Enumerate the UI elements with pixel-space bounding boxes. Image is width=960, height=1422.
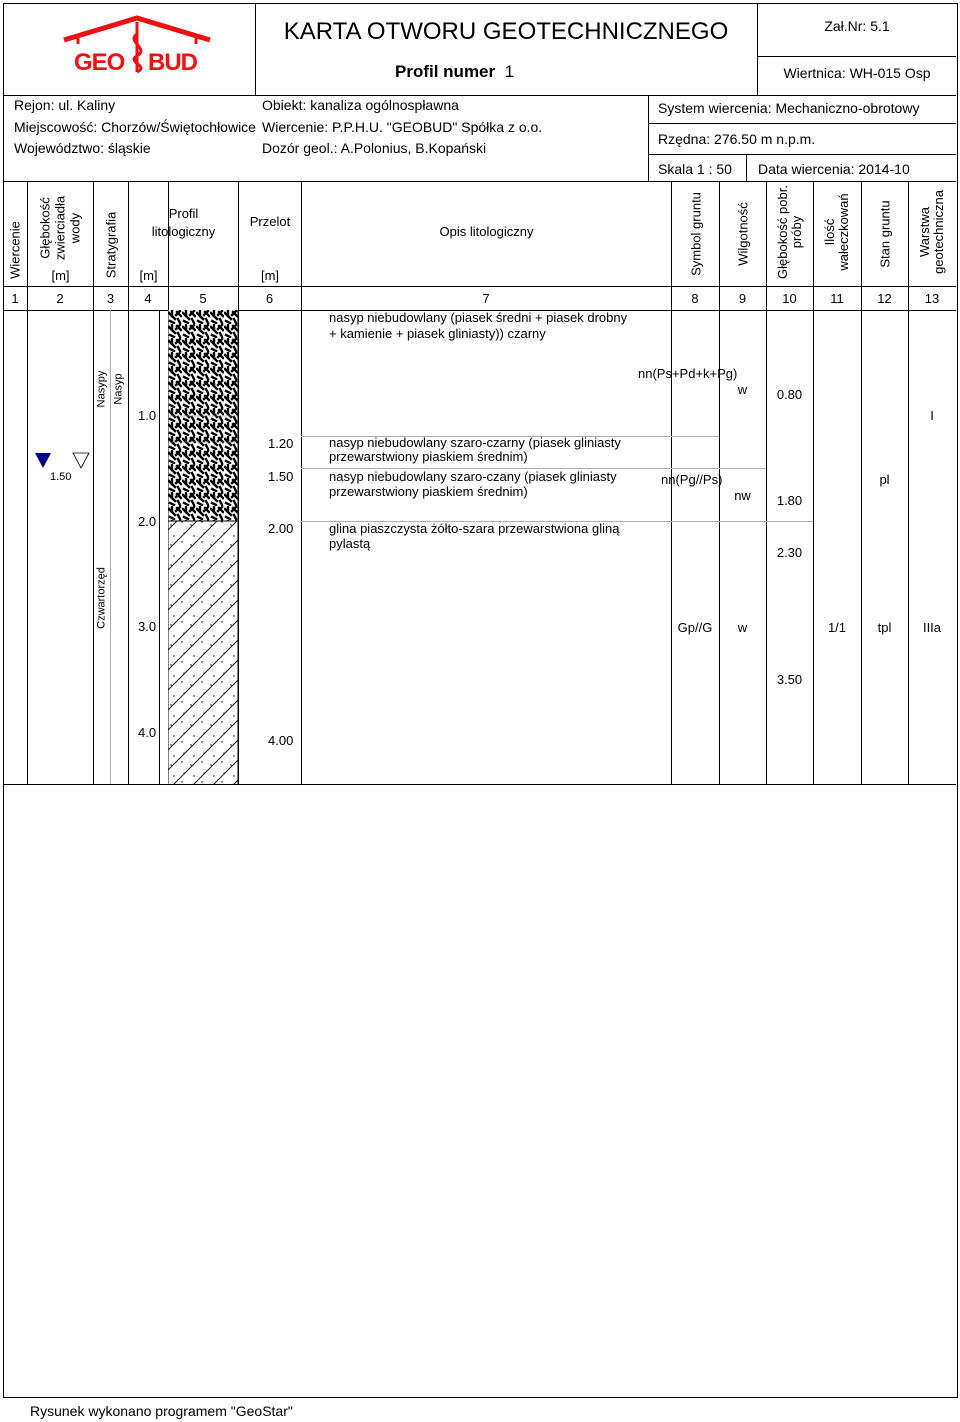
col-interval-header: Przelot (249, 214, 291, 229)
soil-symbol-2: nn(Pg//Ps) (661, 472, 723, 487)
layer-description-4-line2: pylastą (329, 536, 371, 551)
col-profile-header-text: Profil litologiczny (151, 206, 216, 239)
rolls-count-3: 1/1 (827, 620, 847, 635)
strat-fill-label: Nasyp (112, 373, 125, 405)
voivodeship-text: Województwo: śląskie (14, 140, 151, 156)
layer-description-4-line1: glina piaszczysta żółto-szara przewarstwiona gliną (329, 521, 620, 536)
object-text: Obiekt: kanaliza ogólnospławna (262, 97, 459, 113)
column-number-1: 1 (11, 291, 19, 306)
geotech-layer-1: I (930, 408, 934, 423)
col-sample-depth-header-text: Głębokość pobr. próby (775, 185, 804, 279)
column-number-4: 4 (144, 291, 152, 306)
layer-top-2: 1.20 (268, 436, 294, 451)
strat-fills-label: Nasypy (95, 370, 108, 408)
col-geotech-layer-header (918, 182, 946, 282)
sample-depth-1: 0.80 (776, 387, 803, 402)
soil-state-3: tpl (877, 620, 892, 635)
strat-quaternary-label: Czwartorzęd (95, 567, 108, 629)
moisture-3: w (737, 620, 748, 635)
column-number-6: 6 (265, 291, 274, 306)
drilling-date-text: Data wiercenia: 2014-10 (758, 161, 910, 177)
col-moisture-header: Wilgotność (735, 202, 751, 266)
soil-symbol-1: nn(Ps+Pd+k+Pg) (638, 366, 738, 381)
layer-description-3-line1: nasyp niebudowlany szaro-czany (piasek gliniasty (329, 469, 617, 484)
drilling-company-text: Wiercenie: P.P.H.U. "GEOBUD" Spółka z o.o. (262, 119, 543, 135)
column-number-10: 10 (782, 291, 797, 306)
col-water-header (38, 184, 83, 272)
col-soil-state-header: Stan gruntu (877, 200, 893, 268)
layer-description-1-line1: nasyp niebudowlany (piasek średni + piasek drobny (329, 310, 628, 325)
supervision-text: Dozór geol.: A.Polonius, B.Kopański (262, 140, 487, 156)
scale-tick-1: 1.0 (138, 408, 157, 423)
layer-top-3: 1.50 (268, 469, 294, 484)
drilling-system-text: System wiercenia: Mechaniczno-obrotowy (658, 100, 920, 116)
layer-description-1-line2: + kamienie + piasek gliniasty)) czarny (329, 326, 546, 341)
sample-depth-2: 1.80 (776, 493, 803, 508)
scale-tick-2: 2.0 (138, 514, 157, 529)
scale-text: Skala 1 : 50 (658, 161, 732, 177)
col-drilling-header: Wiercenie (7, 221, 23, 279)
layer-top-4: 2.00 (268, 521, 294, 536)
scale-tick-4: 4.0 (138, 725, 157, 740)
moisture-2: nw (734, 488, 751, 503)
column-number-3: 3 (106, 291, 115, 306)
scale-tick-3: 3.0 (138, 619, 157, 634)
layer-description-1 (329, 310, 627, 341)
column-number-12: 12 (877, 291, 892, 306)
layer-description-3-line2: przewarstwiony piaskiem średnim) (329, 484, 528, 499)
col-water-header-text: Głębokość zwierciadła wody (37, 195, 83, 261)
region-text: Rejon: ul. Kaliny (14, 97, 116, 113)
column-number-9: 9 (738, 291, 747, 306)
layer-description-4 (329, 521, 619, 551)
column-number-8: 8 (691, 291, 699, 306)
layer-description-2 (329, 436, 621, 464)
col-rolls-header (823, 187, 851, 277)
column-number-5: 5 (199, 291, 207, 306)
col-rolls-header-text: Ilość wałeczkowań (822, 193, 851, 271)
footer-note: Rysunek wykonano programem "GeoStar" (30, 1403, 293, 1419)
col-scale-unit: [m] (139, 268, 158, 283)
layer-description-2-line2: przewarstwiony piaskiem średnim) (329, 449, 528, 464)
fill-pattern-layer (168, 310, 238, 521)
town-text: Miejscowość: Chorzów/Świętochłowice (14, 119, 256, 135)
borehole-label: Wiertnica: WH-015 Osp (783, 65, 931, 81)
profile-number: 1 (504, 62, 515, 81)
soil-state-2: pl (879, 472, 890, 487)
col-interval-unit: [m] (260, 268, 280, 283)
attachment-number: Zał.Nr: 5.1 (824, 18, 890, 34)
column-number-2: 2 (56, 291, 64, 306)
geobud-logo (60, 14, 214, 78)
col-water-unit: [m] (51, 268, 70, 283)
svg-text:BUD: BUD (148, 49, 197, 76)
column-number-7: 7 (482, 291, 490, 306)
card-title: KARTA OTWORU GEOTECHNICZNEGO (283, 18, 729, 45)
lithology-profile (168, 310, 238, 784)
clay-pattern-layer (168, 521, 238, 784)
profile-label-text: Profil numer (395, 62, 496, 81)
svg-text:GEO: GEO (74, 49, 125, 76)
geotech-layer-3: IIIa (922, 620, 942, 635)
col-stratigraphy-header: Stratygrafia (103, 211, 119, 279)
elevation-text: Rzędna: 276.50 m n.p.m. (658, 131, 816, 147)
col-profile-header (129, 205, 238, 241)
column-number-13: 13 (924, 291, 940, 306)
sample-depth-3: 2.30 (776, 545, 803, 560)
col-description-header: Opis litologiczny (439, 224, 534, 239)
moisture-1: w (737, 382, 748, 397)
soil-symbol-3: Gp//G (677, 620, 713, 635)
bottom-depth: 4.00 (268, 733, 294, 748)
col-geotech-layer-header-text: Warstwa geotechniczna (917, 190, 946, 274)
col-sample-depth-header (776, 182, 804, 282)
sample-depth-4: 3.50 (776, 672, 803, 687)
water-depth: 1.50 (50, 471, 72, 483)
layer-description-2-line1: nasyp niebudowlany szaro-czarny (piasek gliniasty (329, 435, 621, 450)
water-table-icon (33, 451, 91, 471)
column-number-11: 11 (830, 291, 844, 306)
col-soil-symbol-header: Symbol gruntu (688, 192, 704, 276)
profile-label (395, 62, 514, 82)
layer-description-3 (329, 469, 617, 499)
